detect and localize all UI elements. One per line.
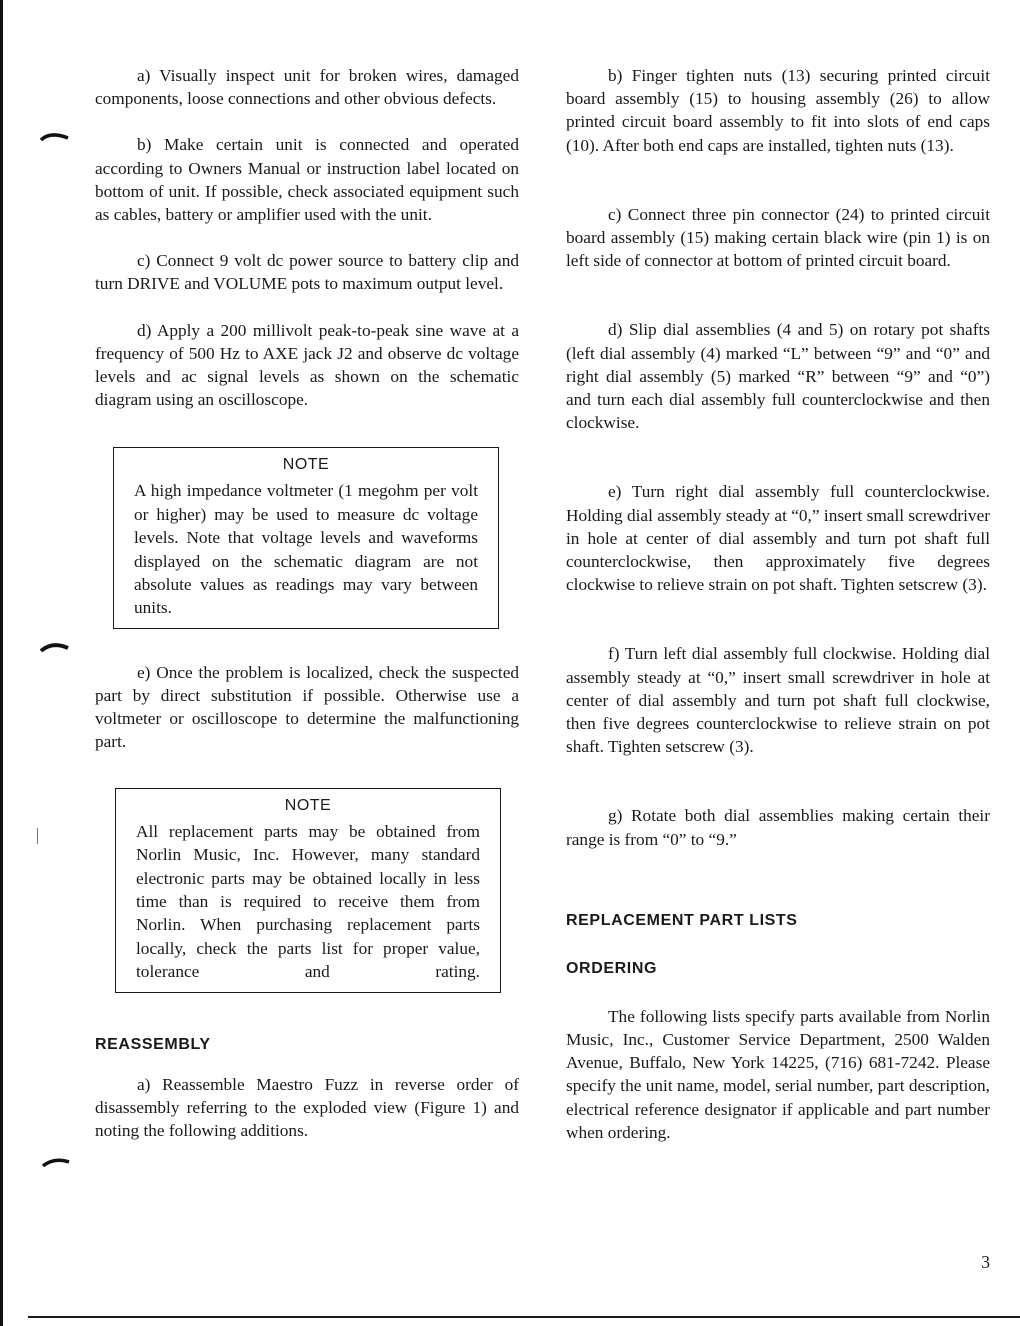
binding-mark	[40, 642, 70, 652]
page-number: 3	[981, 1252, 990, 1272]
note-title: NOTE	[282, 456, 330, 474]
step-e-paragraph: e) Once the problem is localized, check the suspected part by direct substitution if possible. Otherwise use a voltmeter or oscilloscope to determine the malfunctioning part.	[95, 662, 519, 752]
reassembly-step-e: e) Turn right dial assembly full counterclockwise. Holding dial assembly steady at “0,” insert small screwdriver in hole at center of dial assembly and turn pot shaft full counterclockwise, then approximately five degrees clockwise to relieve strain on pot shaft. Tighten setscrew (3).	[566, 482, 990, 595]
reassembly-step-g: g) Rotate both dial assemblies making certain their range is from “0” to “9.”	[566, 806, 990, 849]
ordering-paragraph: The following lists specify parts available from Norlin Music, Inc., Customer Service Department, 2500 Walden Avenue, Buffalo, New York 14225, (716) 681-7242. Please specify the unit name, model, serial number, part description, electrical reference designator if applicable and part number when ordering.	[566, 1006, 990, 1142]
bottom-rule	[28, 1316, 1020, 1318]
reassembly-step-d: d) Slip dial assemblies (4 and 5) on rotary pot shafts (left dial assembly (4) marked “L” between “9” and “0” and right dial assembly (5) marked “R” between “9” and “0”) and turn each dial assembly full counterclockwise and then clockwise.	[566, 320, 990, 433]
note-title: NOTE	[284, 796, 332, 814]
reassembly-heading: REASSEMBLY	[95, 1035, 211, 1053]
replacement-part-lists-heading: REPLACEMENT PART LISTS	[566, 911, 798, 929]
left-column	[95, 64, 519, 1142]
note-body: All replacement parts may be obtained from Norlin Music, Inc. However, many standard electronic parts may be obtained locally in less time than is required to receive them from Norlin. When purchasing replacement parts locally, check the parts list for proper value, tolerance and rating.	[136, 821, 480, 982]
binding-mark	[42, 1157, 72, 1167]
binding-mark	[40, 131, 70, 141]
reassembly-step-b: b) Finger tighten nuts (13) securing printed circuit board assembly (15) to housing assembly (26) to allow printed circuit board assembly to fit into slots of end caps (10). After both end caps are installed, tighten nuts (13).	[566, 66, 990, 155]
scan-artifact	[37, 828, 38, 844]
note-box-voltmeter	[113, 447, 499, 628]
reassembly-step-c: c) Connect three pin connector (24) to printed circuit board assembly (15) making certain black wire (pin 1) is on left side of connector at bottom of printed circuit board.	[566, 204, 990, 271]
step-a-paragraph: a) Visually inspect unit for broken wires, damaged components, loose connections and other obvious defects.	[95, 66, 519, 109]
reassembly-step-a: a) Reassemble Maestro Fuzz in reverse order of disassembly referring to the exploded view (Figure 1) and noting the following additions.	[95, 1074, 519, 1140]
note-box-replacement-parts	[115, 788, 501, 993]
page-left-edge	[0, 0, 3, 1326]
reassembly-step-f: f) Turn left dial assembly full clockwise. Holding dial assembly steady at “0,” insert small screwdriver in hole at center of dial assembly and turn pot shaft full clockwise, then five degrees counterclockwise to relieve strain on pot shaft. Tighten setscrew (3).	[566, 644, 990, 757]
step-b-paragraph: b) Make certain unit is connected and operated according to Owners Manual or instruction label located on bottom of unit. If possible, check associated equipment such as cables, battery or amplifier used with the unit.	[95, 135, 519, 225]
step-c-paragraph: c) Connect 9 volt dc power source to battery clip and turn DRIVE and VOLUME pots to maximum output level.	[95, 251, 519, 294]
step-d-paragraph: d) Apply a 200 millivolt peak-to-peak sine wave at a frequency of 500 Hz to AXE jack J2 and observe dc voltage levels and ac signal levels as shown on the schematic diagram using an oscilloscope.	[95, 320, 519, 410]
ordering-heading: ORDERING	[566, 959, 658, 977]
note-body: A high impedance voltmeter (1 megohm per volt or higher) may be used to measure dc voltage levels. Note that voltage levels and waveforms displayed on the schematic diagram are not absolute values as readings may vary between units.	[134, 481, 478, 618]
right-column	[566, 64, 990, 1144]
